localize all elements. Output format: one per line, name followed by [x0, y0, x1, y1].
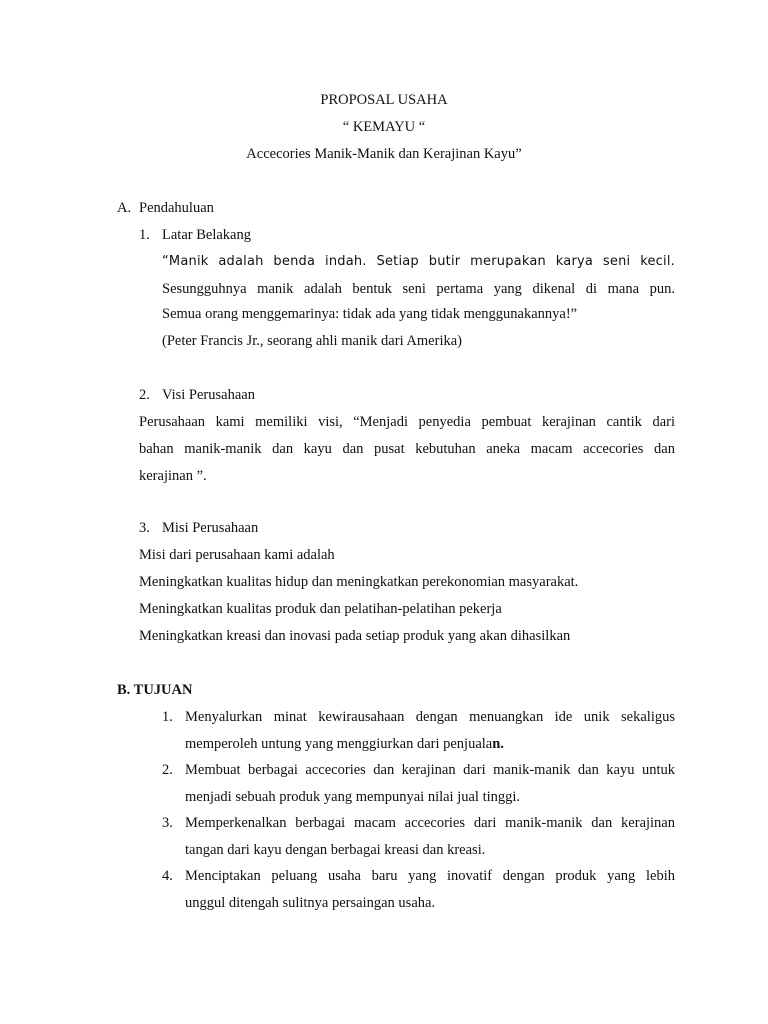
misi-line: Misi dari perusahaan kami adalah [139, 547, 335, 563]
section-a-marker: A. [117, 200, 132, 216]
brand-name: “ KEMAYU “ [342, 119, 426, 135]
misi-line: Meningkatkan kualitas hidup dan meningkatkan perekonomian masyarakat. [139, 574, 579, 590]
tujuan-line: Memperkenalkan berbagai macam accecories dari manik-manik dan kerajinan [185, 815, 675, 831]
tujuan-number: 3. [162, 815, 173, 831]
misi-number: 3. [139, 520, 150, 536]
tujuan-line: Membuat berbagai accecories dan kerajinan dari manik-manik dan kayu untuk [185, 762, 675, 778]
tujuan-number: 2. [162, 762, 173, 778]
visi-line: Perusahaan kami memiliki visi, “Menjadi penyedia pembuat kerajinan cantik dari [139, 414, 675, 430]
latar-number: 1. [139, 227, 150, 243]
latar-heading: Latar Belakang [162, 227, 251, 243]
quote-line: Sesungguhnya manik adalah bentuk seni pertama yang dikenal di mana pun. [162, 281, 675, 297]
tujuan-number: 4. [162, 868, 173, 884]
quote-attribution: (Peter Francis Jr., seorang ahli manik dari Amerika) [162, 333, 462, 349]
tujuan-line: memperoleh untung yang menggiurkan dari penjualan. [185, 736, 504, 752]
quote-line: Semua orang menggemarinya: tidak ada yang tidak menggunakannya!” [162, 306, 578, 322]
misi-heading: Misi Perusahaan [162, 520, 259, 536]
page-title: PROPOSAL USAHA [320, 92, 448, 108]
page-subtitle: Accecories Manik-Manik dan Kerajinan Kayu” [246, 146, 522, 162]
section-a-heading: Pendahuluan [139, 200, 214, 216]
tujuan-line: unggul ditengah sulitnya persaingan usaha. [185, 895, 436, 911]
misi-line: Meningkatkan kualitas produk dan pelatihan-pelatihan pekerja [139, 601, 502, 617]
tujuan-number: 1. [162, 709, 173, 725]
visi-line: bahan manik-manik dan kayu dan pusat kebutuhan aneka macam accecories dan [139, 441, 675, 457]
section-b-heading: B. TUJUAN [117, 682, 193, 698]
tujuan-line: menjadi sebuah produk yang mempunyai nilai jual tinggi. [185, 789, 521, 805]
tujuan-line: Menciptakan peluang usaha baru yang inovatif dengan produk yang lebih [185, 868, 675, 884]
visi-number: 2. [139, 387, 150, 403]
visi-heading: Visi Perusahaan [162, 387, 255, 403]
tujuan-line: tangan dari kayu dengan berbagai kreasi dan kreasi. [185, 842, 486, 858]
visi-line: kerajinan ”. [139, 468, 207, 484]
quote-line: “Manik adalah benda indah. Setiap butir merupakan karya seni kecil. [162, 254, 675, 269]
misi-line: Meningkatkan kreasi dan inovasi pada setiap produk yang akan dihasilkan [139, 628, 571, 644]
tujuan-line: Menyalurkan minat kewirausahaan dengan menuangkan ide unik sekaligus [185, 709, 675, 725]
